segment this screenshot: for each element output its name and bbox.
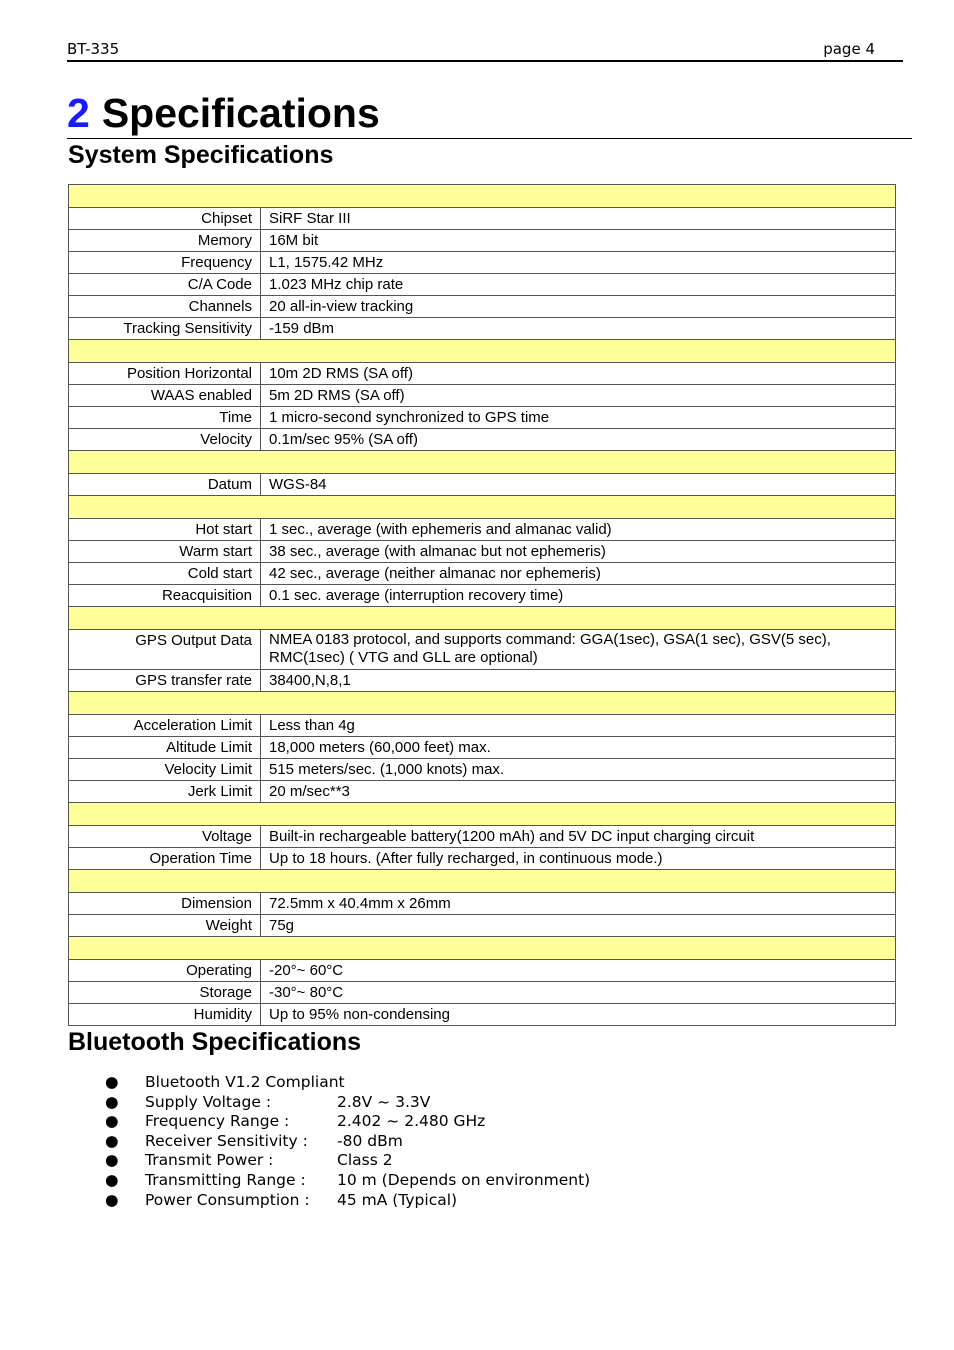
spec-value: 38 sec., average (with almanac but not ephemeris) (261, 541, 896, 563)
section-header-row (69, 692, 896, 715)
spec-value: L1, 1575.42 MHz (261, 252, 896, 274)
spec-value: 0.1 sec. average (interruption recovery time) (261, 585, 896, 607)
section-header-row (69, 340, 896, 363)
section-header-cell (69, 496, 896, 519)
spec-value: 0.1m/sec 95% (SA off) (261, 429, 896, 451)
bullet-icon: ● (105, 1190, 119, 1209)
spec-value: 16M bit (261, 230, 896, 252)
table-row (69, 715, 896, 737)
spec-value: 72.5mm x 40.4mm x 26mm (261, 893, 896, 915)
spec-label: GPS transfer rate (69, 670, 261, 692)
bluetooth-spec-value: -80 dBm (337, 1131, 403, 1150)
bullet-icon: ● (105, 1073, 119, 1091)
spec-value: 1.023 MHz chip rate (261, 274, 896, 296)
section-header-row (69, 185, 896, 208)
spec-value: 1 sec., average (with ephemeris and almanac valid) (261, 519, 896, 541)
spec-label: Datum (69, 474, 261, 496)
table-row (69, 429, 896, 451)
bluetooth-spec-value: 45 mA (Typical) (337, 1190, 458, 1209)
bluetooth-specifications-heading: Bluetooth Specifications (68, 1028, 362, 1056)
table-row (69, 1004, 896, 1026)
section-header-row (69, 937, 896, 960)
spec-label: Storage (69, 982, 261, 1004)
bluetooth-spec-label: Supply Voltage : (145, 1092, 272, 1111)
section-header-cell (69, 870, 896, 893)
table-row (69, 759, 896, 781)
table-row (69, 563, 896, 585)
section-header-row (69, 607, 896, 630)
system-specifications-heading: System Specifications (68, 141, 334, 169)
bullet-icon: ● (105, 1170, 119, 1189)
spec-value: NMEA 0183 protocol, and supports command: GGA(1sec), GSA(1 sec), GSV(5 sec), RMC(1sec) ( VTG and GLL are optional) (261, 630, 896, 670)
spec-label: Jerk Limit (69, 781, 261, 803)
table-row (69, 915, 896, 937)
spec-value: WGS-84 (261, 474, 896, 496)
table-row (69, 737, 896, 759)
bluetooth-spec-label: Power Consumption : (145, 1190, 310, 1209)
spec-value: 5m 2D RMS (SA off) (261, 385, 896, 407)
spec-label: Acceleration Limit (69, 715, 261, 737)
bluetooth-spec-label: Frequency Range : (145, 1112, 290, 1131)
table-row (69, 252, 896, 274)
bluetooth-spec-label: Transmit Power : (145, 1151, 274, 1170)
section-header-row (69, 496, 896, 519)
table-row (69, 826, 896, 848)
spec-label: Voltage (69, 826, 261, 848)
table-row (69, 474, 896, 496)
table-row (69, 781, 896, 803)
spec-label: Chipset (69, 208, 261, 230)
bullet-icon: ● (105, 1092, 119, 1111)
section-header-cell (69, 692, 896, 715)
section-header-cell (69, 185, 896, 208)
spec-label: Position Horizontal (69, 363, 261, 385)
spec-label: Velocity (69, 429, 261, 451)
spec-value: 515 meters/sec. (1,000 knots) max. (261, 759, 896, 781)
spec-value: SiRF Star III (261, 208, 896, 230)
section-header-row (69, 451, 896, 474)
table-row (69, 585, 896, 607)
bluetooth-spec-value: 2.8V ~ 3.3V (337, 1092, 431, 1111)
section-header-cell (69, 937, 896, 960)
table-row (69, 274, 896, 296)
spec-value: 42 sec., average (neither almanac nor ephemeris) (261, 563, 896, 585)
table-row (69, 208, 896, 230)
spec-value: -159 dBm (261, 318, 896, 340)
chapter-number: 2 (67, 90, 90, 136)
chapter-title-text: Specifications (101, 90, 380, 136)
spec-label: Operation Time (69, 848, 261, 870)
spec-value: 20 all-in-view tracking (261, 296, 896, 318)
page-number: page 4 (823, 40, 875, 58)
table-row (69, 230, 896, 252)
table-row (69, 296, 896, 318)
table-row (69, 893, 896, 915)
spec-value: Up to 18 hours. (After fully recharged, in continuous mode.) (261, 848, 896, 870)
bluetooth-spec-value: 10 m (Depends on environment) (337, 1170, 591, 1189)
spec-label: Velocity Limit (69, 759, 261, 781)
page-header (67, 40, 903, 62)
spec-label: Channels (69, 296, 261, 318)
section-header-row (69, 870, 896, 893)
section-header-row (69, 803, 896, 826)
bluetooth-spec-value: 2.402 ~ 2.480 GHz (337, 1112, 486, 1131)
spec-label: Memory (69, 230, 261, 252)
spec-value: 75g (261, 915, 896, 937)
table-row (69, 385, 896, 407)
spec-value: 10m 2D RMS (SA off) (261, 363, 896, 385)
bullet-icon: ● (105, 1112, 119, 1131)
spec-value: -20°~ 60°C (261, 960, 896, 982)
spec-label: WAAS enabled (69, 385, 261, 407)
section-header-cell (69, 803, 896, 826)
table-row (69, 407, 896, 429)
table-row (69, 630, 896, 670)
table-row (69, 960, 896, 982)
bluetooth-spec-label: Bluetooth V1.2 Compliant (145, 1073, 345, 1091)
spec-label: C/A Code (69, 274, 261, 296)
section-header-cell (69, 451, 896, 474)
spec-label: Altitude Limit (69, 737, 261, 759)
spec-value: Less than 4g (261, 715, 896, 737)
document-id: BT-335 (67, 40, 120, 58)
chapter-title (67, 88, 912, 139)
table-row (69, 670, 896, 692)
bullet-icon: ● (105, 1131, 119, 1150)
spec-label: Humidity (69, 1004, 261, 1026)
section-header-cell (69, 340, 896, 363)
table-row (69, 363, 896, 385)
table-row (69, 848, 896, 870)
spec-value: 20 m/sec**3 (261, 781, 896, 803)
spec-label: Operating (69, 960, 261, 982)
spec-label: Warm start (69, 541, 261, 563)
table-row (69, 982, 896, 1004)
spec-label: Frequency (69, 252, 261, 274)
spec-label: Hot start (69, 519, 261, 541)
table-row (69, 318, 896, 340)
spec-label: Cold start (69, 563, 261, 585)
spec-label: Tracking Sensitivity (69, 318, 261, 340)
bluetooth-spec-value: Class 2 (337, 1151, 393, 1170)
spec-label: Weight (69, 915, 261, 937)
spec-value: -30°~ 80°C (261, 982, 896, 1004)
spec-label: Dimension (69, 893, 261, 915)
spec-label: Reacquisition (69, 585, 261, 607)
system-specifications-table (68, 184, 896, 1026)
spec-value: Up to 95% non-condensing (261, 1004, 896, 1026)
spec-label: Time (69, 407, 261, 429)
section-header-cell (69, 607, 896, 630)
bluetooth-spec-label: Receiver Sensitivity : (145, 1131, 308, 1150)
spec-value: 38400,N,8,1 (261, 670, 896, 692)
spec-value: Built-in rechargeable battery(1200 mAh) and 5V DC input charging circuit (261, 826, 896, 848)
bluetooth-spec-label: Transmitting Range : (145, 1170, 306, 1189)
spec-value: 1 micro-second synchronized to GPS time (261, 407, 896, 429)
table-row (69, 541, 896, 563)
table-row (69, 519, 896, 541)
spec-value: 18,000 meters (60,000 feet) max. (261, 737, 896, 759)
bullet-icon: ● (105, 1151, 119, 1170)
spec-label: GPS Output Data (69, 630, 261, 670)
